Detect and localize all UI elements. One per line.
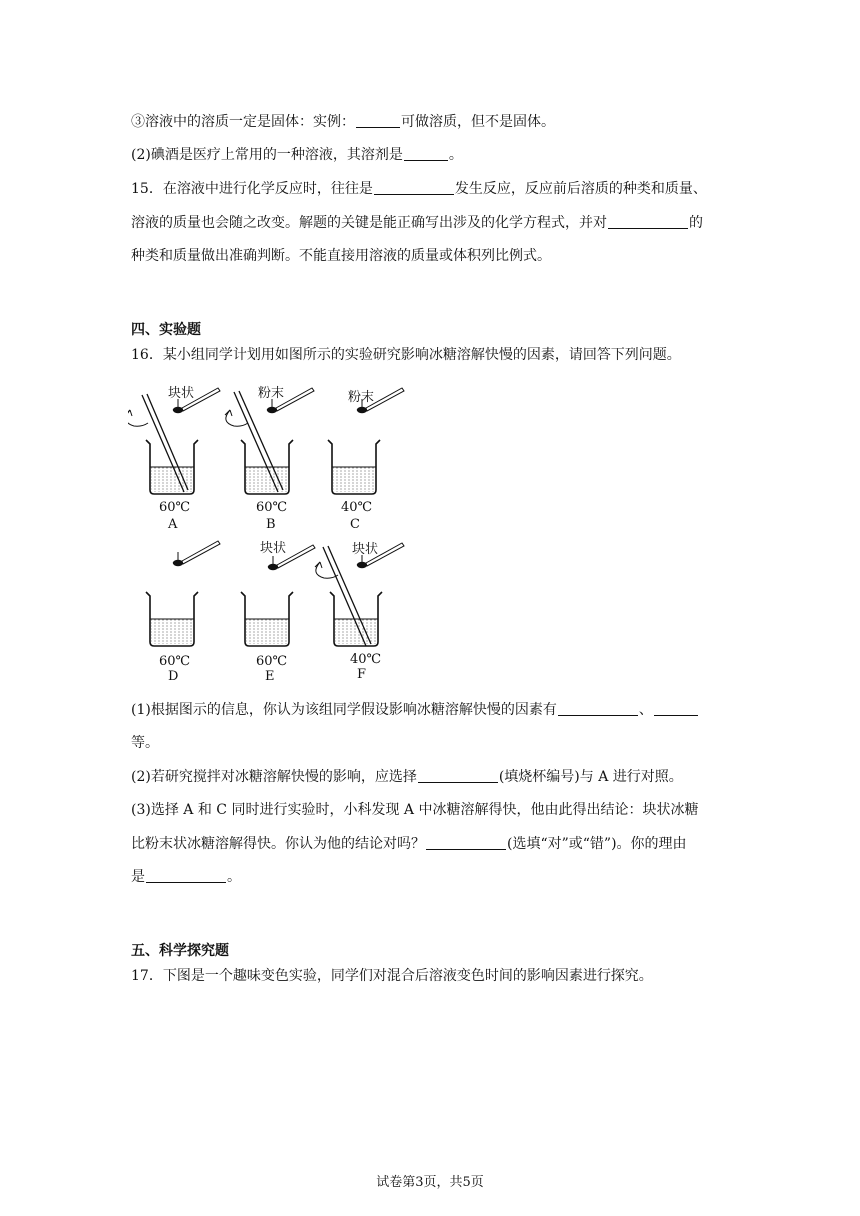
stir-arrow-icon [128, 410, 148, 426]
beaker-letter: B [266, 517, 276, 532]
question-16-part3-line2 [131, 834, 687, 854]
text: (2)碘酒是医疗上常用的一种溶液，其溶剂是 [131, 147, 403, 163]
stir-arrow-icon [225, 410, 248, 426]
text: 是 [131, 869, 145, 885]
text: (1)根据图示的信息，你认为该组同学假设影响冰糖溶解快慢的因素有 [131, 702, 557, 718]
line-iodine [131, 145, 463, 165]
text: (2)若研究搅拌对冰糖溶解快慢的影响，应选择 [131, 769, 417, 785]
beaker-letter: A [168, 517, 178, 532]
beaker-e [241, 540, 315, 682]
spoon-label: 块状 [352, 542, 379, 557]
spoon-icon [173, 541, 220, 566]
line-solute-example [131, 112, 555, 132]
question-16-part3-line1: (3)选择 A 和 C 同时进行实验时，小科发现 A 中冰糖溶解得快，他由此得出结论：块状冰糖 [131, 802, 699, 818]
answer-blank [146, 868, 226, 883]
temp-label: 60℃ [159, 500, 191, 515]
beaker-letter: D [168, 669, 179, 682]
text: 、 [638, 702, 653, 718]
answer-blank [374, 180, 454, 195]
beaker-letter: E [265, 669, 275, 682]
answer-blank [418, 768, 498, 783]
text: 溶液的质量也会随之改变。解题的关键是能正确写出涉及的化学方程式，并对 [131, 215, 607, 231]
stir-arrow-icon [315, 562, 338, 578]
question-16-part1-cont: 等。 [131, 735, 159, 751]
spoon-label: 粉末 [348, 390, 375, 405]
answer-blank [608, 214, 688, 229]
beaker-f [315, 541, 404, 682]
question-16-part2 [131, 767, 683, 787]
text: 的 [689, 215, 703, 231]
section-heading-experiment: 四、实验题 [131, 322, 201, 338]
answer-blank [654, 701, 698, 716]
answer-blank [356, 113, 400, 128]
question-15-line2 [131, 213, 703, 233]
question-16-part1 [131, 700, 699, 720]
beaker-figure [128, 382, 428, 682]
answer-blank [426, 835, 506, 850]
page-footer: 试卷第3页，共5页 [376, 1175, 484, 1190]
beaker-letter: F [357, 667, 367, 682]
beaker-a [128, 385, 220, 532]
text: (选填“对”或“错”)。你的理由 [507, 836, 687, 852]
temp-label: 60℃ [159, 654, 191, 669]
text: 可做溶质，但不是固体。 [401, 114, 555, 130]
answer-blank [404, 146, 448, 161]
text: 。 [448, 147, 463, 163]
beaker-b [225, 385, 314, 532]
text: 。 [227, 869, 241, 885]
question-15-line3 [131, 246, 551, 266]
text: 发生反应，反应前后溶质的种类和质量、 [454, 181, 707, 197]
text: 种类和质量做出准确判断。不能直接用溶液的质量或体积列比例式。 [131, 248, 551, 264]
question-17-stem: 17．下图是一个趣味变色实验，同学们对混合后溶液变色时间的影响因素进行探究。 [131, 968, 653, 984]
beaker-c [328, 388, 404, 532]
temp-label: 60℃ [256, 500, 288, 515]
beaker-d [146, 541, 220, 682]
spoon-label: 块状 [260, 541, 287, 556]
spoon-label: 块状 [168, 386, 195, 401]
text: 15．在溶液中进行化学反应时，往往是 [131, 181, 373, 197]
question-16-part3-line3 [131, 867, 241, 887]
temp-label: 60℃ [256, 654, 288, 669]
question-16-stem: 16．某小组同学计划用如图所示的实验研究影响冰糖溶解快慢的因素，请回答下列问题。 [131, 347, 681, 363]
beaker-letter: C [350, 517, 360, 532]
text: (填烧杯编号)与 A 进行对照。 [498, 769, 683, 785]
temp-label: 40℃ [350, 652, 382, 667]
question-15-line1 [131, 179, 707, 199]
text: 比粉末状冰糖溶解得快。你认为他的结论对吗？ [131, 836, 425, 852]
spoon-label: 粉末 [258, 386, 285, 401]
section-heading-inquiry: 五、科学探究题 [131, 943, 229, 959]
answer-blank [558, 701, 638, 716]
temp-label: 40℃ [341, 500, 373, 515]
text: ③溶液中的溶质一定是固体：实例： [131, 114, 355, 130]
